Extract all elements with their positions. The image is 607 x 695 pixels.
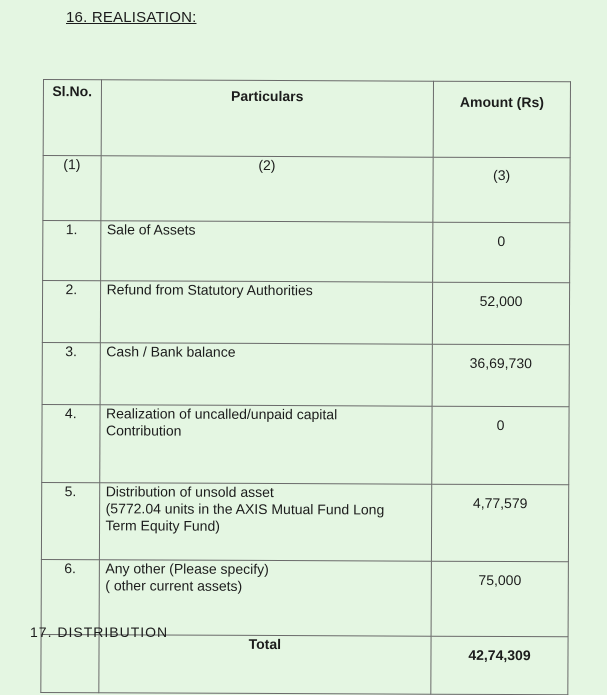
row-amount: 0 [432,406,569,485]
column-number-3: (3) [433,157,570,223]
table-row [42,342,569,406]
row-amount: 75,000 [431,561,568,637]
row-particulars: Distribution of unsold asset (5772.04 units in the AXIS Mutual Fund Long Term Equity Fund) [99,483,432,561]
row-particulars: Refund from Statutory Authorities [100,281,433,344]
next-section-heading-partial: 17. DISTRIBUTION [30,624,169,640]
total-row [41,634,568,694]
row-slno: 3. [42,342,100,404]
column-number-1: (1) [43,156,101,221]
amount-header: Amount (Rs) [433,81,570,158]
table-row [43,221,570,283]
row-slno: 2. [42,281,100,343]
column-number-row [43,156,570,223]
table-row [42,404,569,484]
row-amount: 0 [433,222,570,283]
table-header-row [43,80,570,158]
row-amount: 52,000 [432,282,569,345]
row-particulars: Cash / Bank balance [100,343,433,406]
section-heading: 16. REALISATION: [66,9,197,26]
column-number-2: (2) [100,156,433,222]
row-particulars: Any other (Please specify) ( other current assets) [99,560,432,636]
total-slno-empty [41,634,99,692]
total-label: Total [98,635,431,694]
realisation-table [40,79,571,695]
slno-header: Sl.No. [43,80,101,156]
total-amount: 42,74,309 [431,636,568,695]
row-slno: 5. [41,482,99,559]
table-row [41,482,568,561]
row-slno: 4. [42,404,100,482]
row-particulars: Sale of Assets [100,221,433,282]
row-amount: 36,69,730 [432,344,569,407]
table-row [42,281,569,345]
row-particulars: Realization of uncalled/unpaid capital Contribution [99,405,432,484]
particulars-header: Particulars [101,80,434,157]
row-slno: 1. [43,221,101,281]
row-amount: 4,77,579 [431,484,568,562]
row-slno: 6. [41,559,99,634]
